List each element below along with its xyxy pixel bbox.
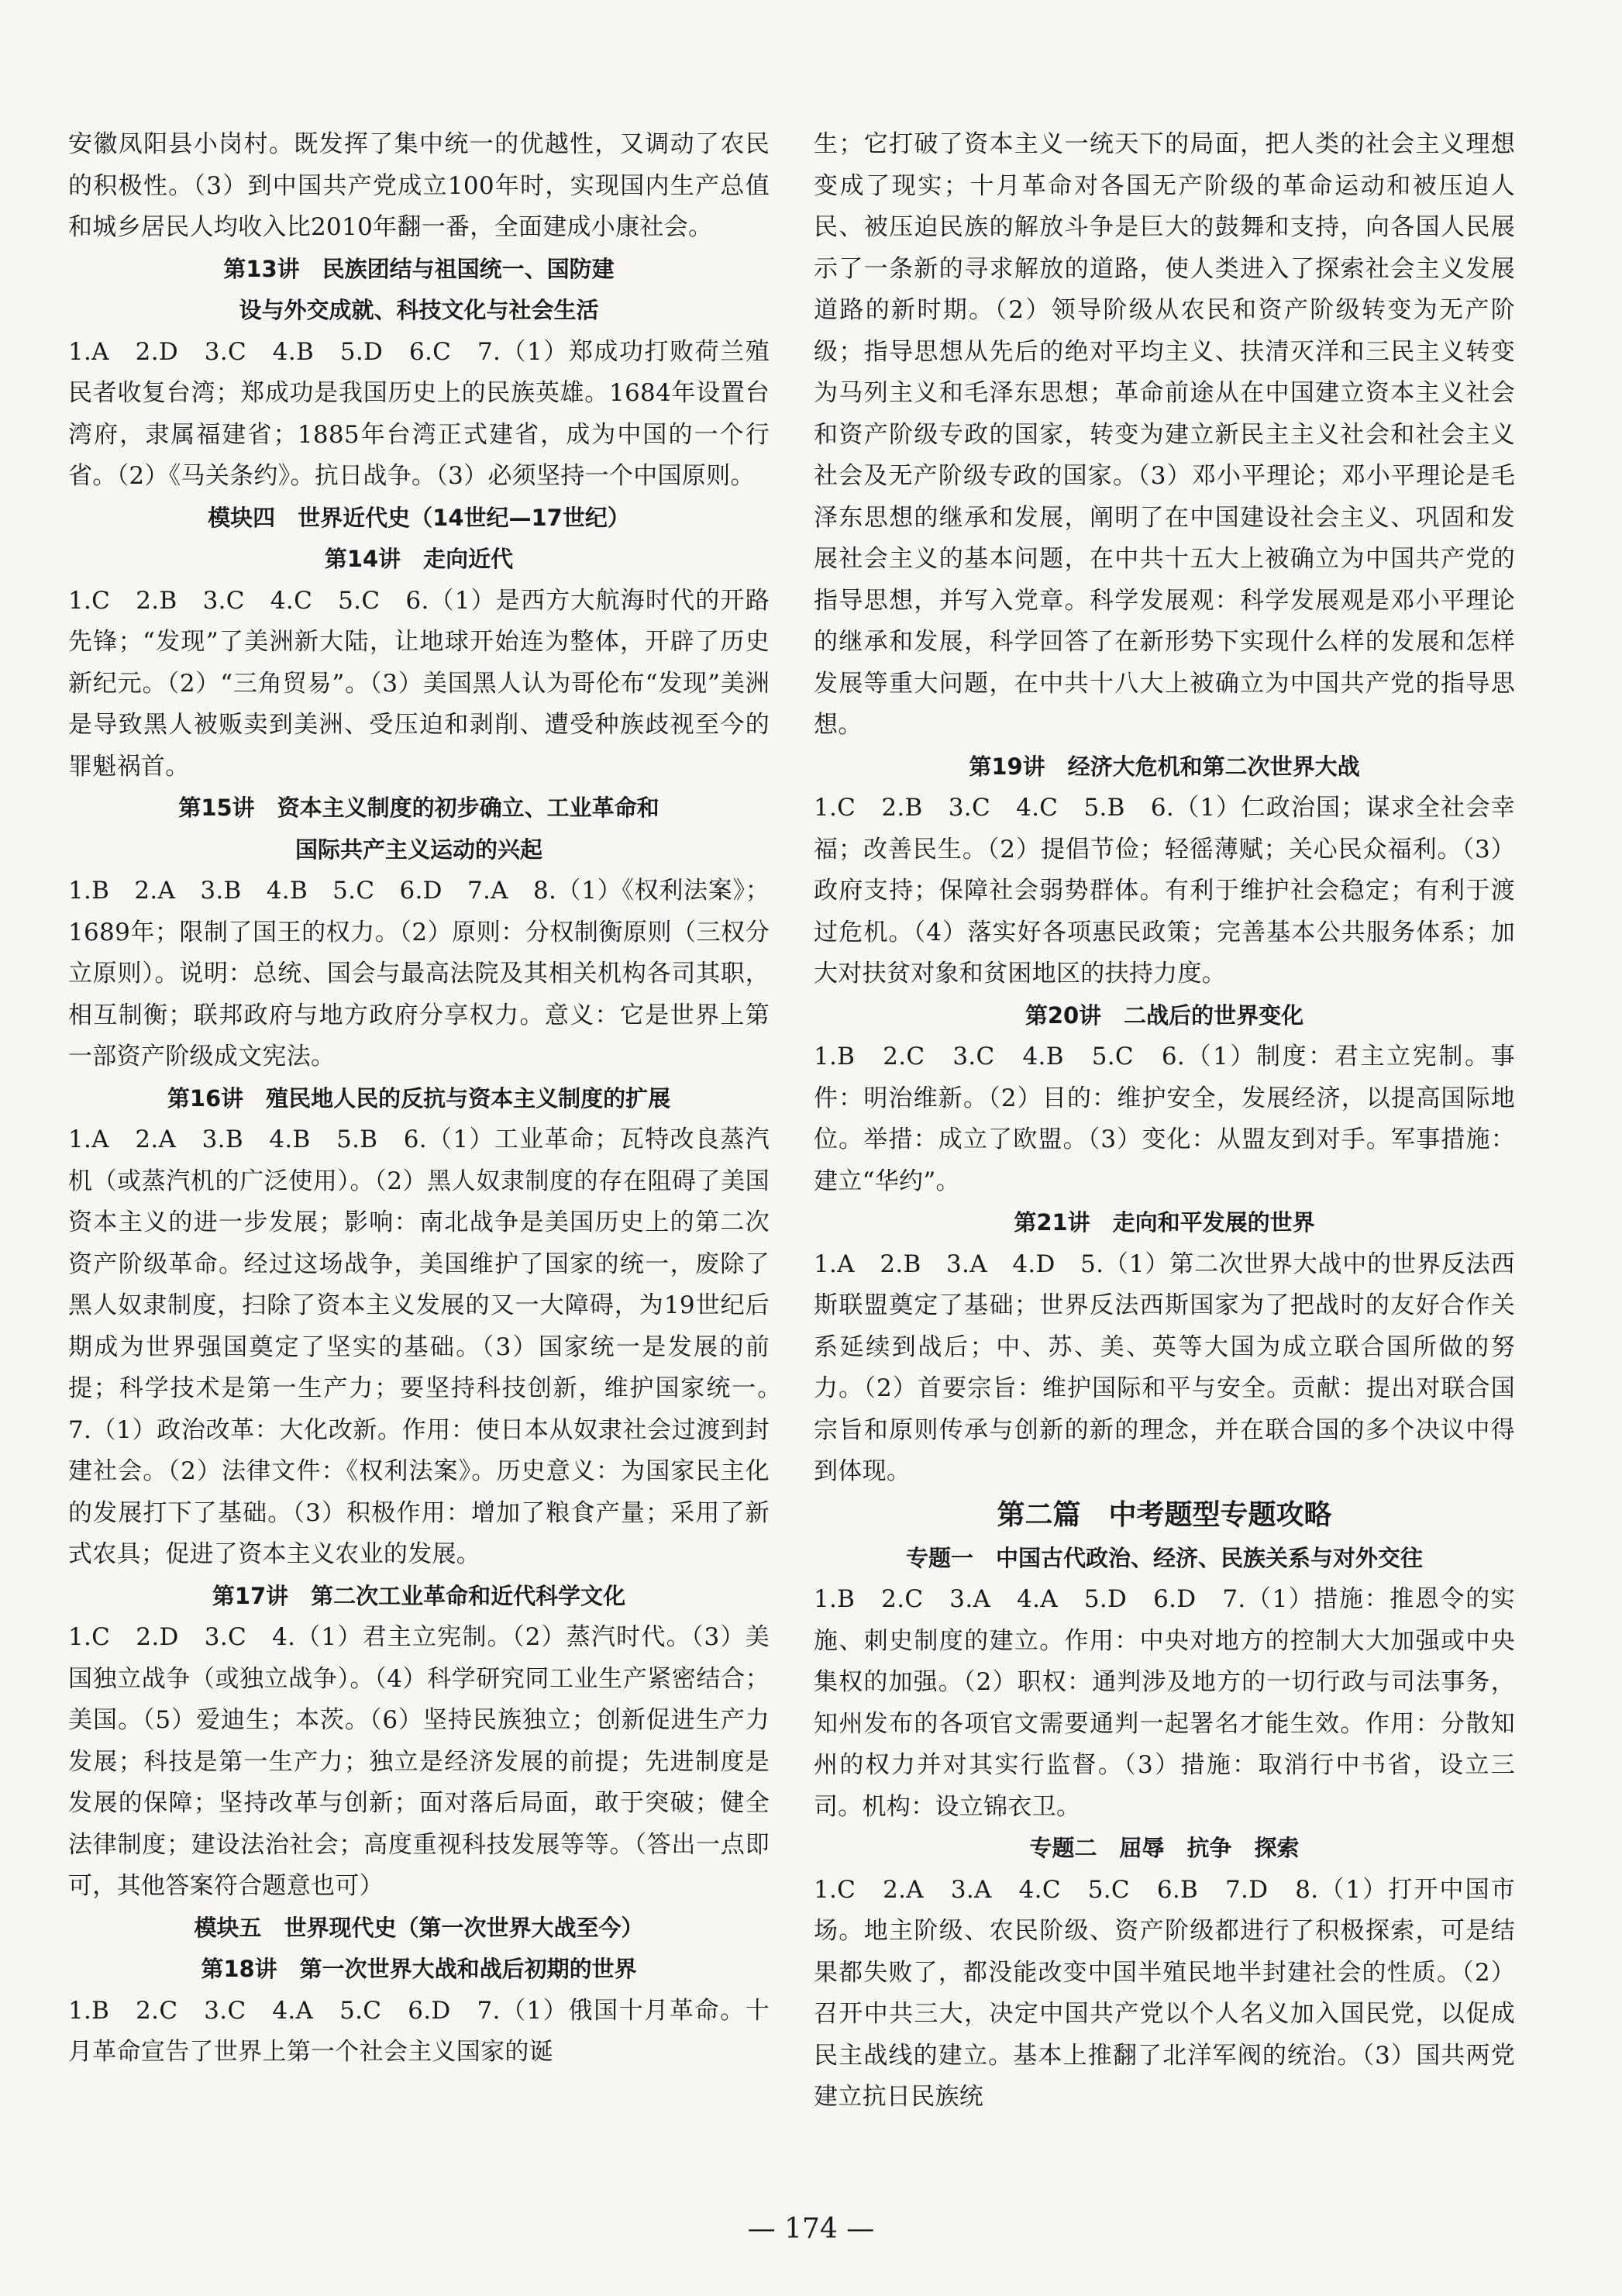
topic-heading: 专题二 屈辱 抗争 探索: [1029, 1835, 1300, 1861]
part-heading: 第二篇 中考题型专题攻略: [997, 1498, 1332, 1531]
lesson-heading: 第16讲 殖民地人民的反抗与资本主义制度的扩展: [167, 1084, 671, 1112]
lesson-heading: 第15讲 资本主义制度的初步确立、工业革命和: [178, 795, 659, 821]
lesson-heading: 第20讲 二战后的世界变化: [1025, 1001, 1304, 1029]
right-column: [814, 124, 1515, 2118]
paragraph: 1.A 2.D 3.C 4.B 5.D 6.C 7.（1）郑成功打败荷兰殖民者收复台湾；郑成功是我国历史上的民族英雄。1684年设置台湾府，隶属福建省；1885年台湾正式建省，成为中国的一个行省。（2）《马关条约》。抗日战争。（3）必须坚持一个中国原则。: [68, 337, 770, 490]
left-column: [68, 124, 794, 2074]
paragraph: 1.B 2.C 3.A 4.A 5.D 6.D 7.（1）措施：推恩令的实施、刺史制度的建立。作用：中央对地方的控制大大加强或中央集权的加强。（2）职权：通判涉及地方的一切行政与司法事务，知州发布的各项官文需要通判一起署名才能生效。作用：分散知州的权力并对其实行监督。（3）措施：取消行中书省，设立三司。机构：设立锦衣卫。: [814, 1585, 1515, 1821]
lesson-heading: 第17讲 第二次工业革命和近代科学文化: [212, 1582, 626, 1609]
lesson-heading: 设与外交成就、科技文化与社会生活: [239, 297, 599, 323]
lesson-heading: 第18讲 第一次世界大战和战后初期的世界: [201, 1956, 637, 1982]
paragraph: 1.C 2.B 3.C 4.C 5.B 6.（1）仁政治国；谋求全社会幸福；改善民生。（2）提倡节俭；轻徭薄赋；关心民众福利。（3）政府支持；保障社会弱势群体。有利于维护社会稳定；有利于渡过危机。（4）落实好各项惠民政策；完善基本公共服务体系；加大对扶贫对象和贫困地区的扶持力度。: [814, 794, 1515, 988]
lesson-heading: 第13讲 民族团结与祖国统一、国防建: [223, 255, 615, 282]
paragraph: 1.C 2.A 3.A 4.C 5.C 6.B 7.D 8.（1）打开中国市场。地主阶级、农民阶级、资产阶级都进行了积极探索，可是结果都失败了，都没能改变中国半殖民地半封建社会的性质。（2）召开中共三大，决定中国共产党以个人名义加入国民党，以促成民主战线的建立。基本上推翻了北洋军阀的统治。（3）国共两党建立抗日民族统: [814, 1875, 1515, 2111]
paragraph: 1.C 2.B 3.C 4.C 5.C 6.（1）是西方大航海时代的开路先锋；“发现”了美洲新大陆，让地球开始连为整体，开辟了历史新纪元。（2）“三角贸易”。（3）美国黑人认为哥伦布“发现”美洲是导致黑人被贩卖到美洲、受压迫和剥削、遭受种族歧视至今的罪魁祸首。: [68, 586, 770, 781]
module-heading: 模块四 世界近代史（14世纪—17世纪）: [208, 504, 630, 531]
lesson-heading: 第19讲 经济大危机和第二次世界大战: [969, 753, 1360, 780]
lesson-heading: 第21讲 走向和平发展的世界: [1014, 1209, 1315, 1236]
page-number: — 174 —: [747, 2213, 875, 2245]
paragraph: 安徽凤阳县小岗村。既发挥了集中统一的优越性，又调动了农民的积极性。（3）到中国共产党成立100年时，实现国内生产总值和城乡居民人均收入比2010年翻一番，全面建成小康社会。: [68, 130, 770, 241]
paragraph: 1.A 2.B 3.A 4.D 5.（1）第二次世界大战中的世界反法西斯联盟奠定了基础；世界反法西斯国家为了把战时的友好合作关系延续到战后；中、苏、美、英等大国为成立联合国所做的努力。（2）首要宗旨：维护国际和平与安全。贡献：提出对联合国宗旨和原则传承与创新的新的理念，并在联合国的多个决议中得到体现。: [814, 1250, 1515, 1485]
paragraph: 1.B 2.C 3.C 4.A 5.C 6.D 7.（1）俄国十月革命。十月革命宣告了世界上第一个社会主义国家的诞: [68, 1996, 770, 2066]
lesson-heading: 国际共产主义运动的兴起: [294, 836, 542, 863]
paragraph: 生；它打破了资本主义一统天下的局面，把人类的社会主义理想变成了现实；十月革命对各国无产阶级的革命运动和被压迫人民、被压迫民族的解放斗争是巨大的鼓舞和支持，向各国人民展示了一条新的寻求解放的道路，使人类进入了探索社会主义发展道路的新时期。（2）领导阶级从农民和资产阶级转变为无产阶级；指导思想从先后的绝对平均主义、扶清灭洋和三民主义转变为马列主义和毛泽东思想；革命前途从在中国建立资本主义社会和资产阶级专政的国家，转变为建立新民主主义社会和社会主义社会及无产阶级专政的国家。（3）邓小平理论；邓小平理论是毛泽东思想的继承和发展，阐明了在中国建设社会主义、巩固和发展社会主义的基本问题，在中共十五大上被确立为中国共产党的指导思想，并写入党章。科学发展观：科学发展观是邓小平理论的继承和发展，科学回答了在新形势下实现什么样的发展和怎样发展等重大问题，在中共十八大上被确立为中国共产党的指导思想。: [814, 130, 1515, 739]
paragraph: 1.B 2.A 3.B 4.B 5.C 6.D 7.A 8.（1）《权利法案》；1689年；限制了国王的权力。（2）原则：分权制衡原则（三权分立原则）。说明：总统、国会与最高法院及其相关机构各司其职，相互制衡；联邦政府与地方政府分享权力。意义：它是世界上第一部资产阶级成文宪法。: [68, 877, 770, 1070]
paragraph: 1.C 2.D 3.C 4.（1）君主立宪制。（2）蒸汽时代。（3）美国独立战争（或独立战争）。（4）科学研究同工业生产紧密结合；美国。（5）爱迪生；本茨。（6）坚持民族独立；创新促进生产力发展；科技是第一生产力；独立是经济发展的前提；先进制度是发展的保障；坚持改革与创新；面对落后局面，敢于突破；健全法律制度；建设法治社会；高度重视科技发展等等。（答出一点即可，其他答案符合题意也可）: [68, 1623, 770, 1900]
paragraph: 1.A 2.A 3.B 4.B 5.B 6.（1）工业革命；瓦特改良蒸汽机（或蒸汽机的广泛使用）。（2）黑人奴隶制度的存在阻碍了美国资本主义的进一步发展；影响：南北战争是美国历史上的第二次资产阶级革命。经过这场战争，美国维护了国家的统一，废除了黑人奴隶制度，扫除了资本主义发展的又一大障碍，为19世纪后期成为世界强国奠定了坚实的基础。（3）国家统一是发展的前提；科学技术是第一生产力；要坚持科技创新，维护国家统一。 7.（1）政治改革：大化改新。作用：使日本从奴隶社会过渡到封建社会。（2）法律文件：《权利法案》。历史意义：为国家民主化的发展打下了基础。（3）积极作用：增加了粮食产量；采用了新式农具；促进了资本主义农业的发展。: [68, 1126, 794, 1568]
paragraph: 1.B 2.C 3.C 4.B 5.C 6.（1）制度：君主立宪制。事件：明治维新。（2）目的：维护安全，发展经济，以提高国际地位。举措：成立了欧盟。（3）变化：从盟友到对手。军事措施：建立“华约”。: [814, 1043, 1515, 1195]
module-heading: 模块五 世界现代史（第一次世界大战至今）: [194, 1914, 644, 1941]
lesson-heading: 第14讲 走向近代: [324, 546, 514, 572]
topic-heading: 专题一 中国古代政治、经济、民族关系与对外交往: [905, 1544, 1423, 1571]
